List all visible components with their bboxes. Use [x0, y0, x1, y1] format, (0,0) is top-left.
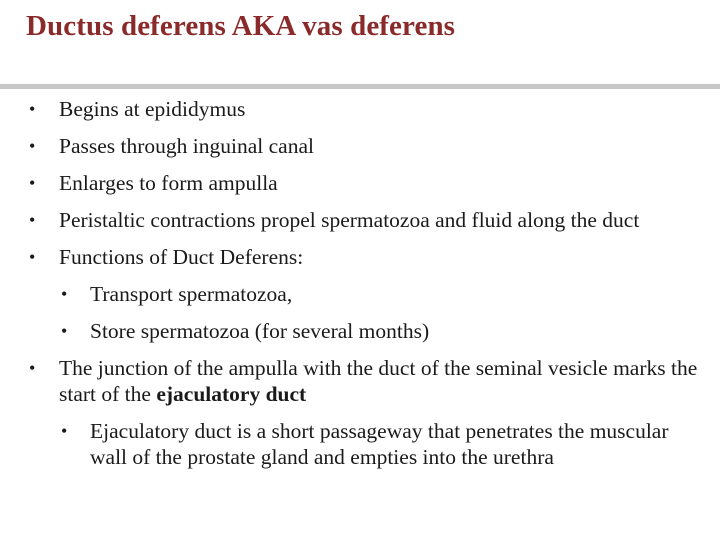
bullet-item-junction — [26, 355, 706, 407]
junction-text: The junction of the ampulla with the duct of the seminal vesicle marks the start of the — [59, 356, 698, 406]
bullet-item: • Begins at epididymus — [26, 96, 706, 122]
bullet-item: • Enlarges to form ampulla — [26, 170, 706, 196]
sub-bullet-item: • Ejaculatory duct is a short passageway that penetrates the muscular wall of the prostate gland and empties into the urethra — [26, 418, 706, 470]
slide-title: Ductus deferens AKA vas deferens — [26, 10, 456, 42]
sub-bullet-item: • Store spermatozoa (for several months) — [26, 318, 706, 344]
bullet-item: • Functions of Duct Deferens: — [26, 244, 706, 270]
title-divider — [0, 84, 720, 89]
bullet-list — [26, 96, 706, 481]
sub-bullet-item: • Transport spermatozoa, — [26, 281, 706, 307]
junction-bold-term: ejaculatory duct — [156, 382, 307, 406]
bullet-item: • Peristaltic contractions propel spermatozoa and fluid along the duct — [26, 207, 706, 233]
bullet-item: • Passes through inguinal canal — [26, 133, 706, 159]
